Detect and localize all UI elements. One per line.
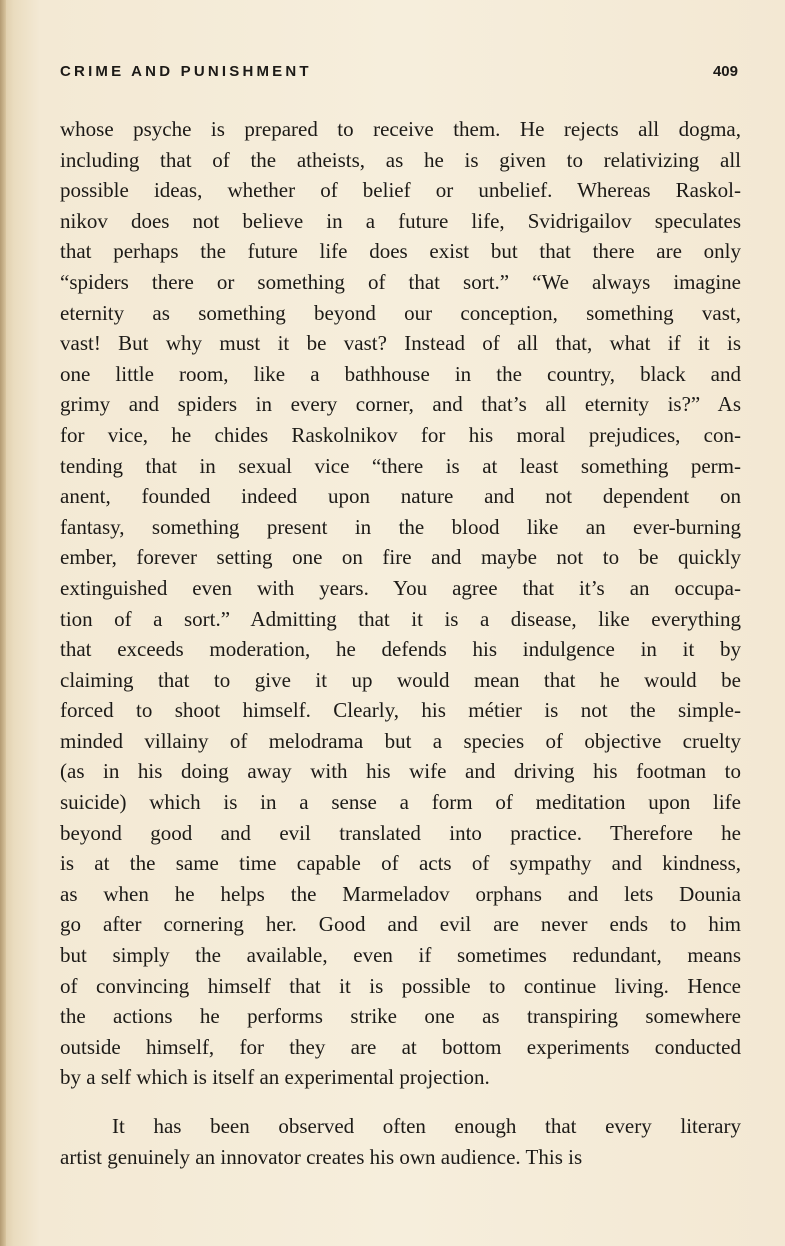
text-line: beyond good and evil translated into practice. Therefore he xyxy=(60,820,741,845)
text-line: eternity as something beyond our conception, something vast, xyxy=(60,300,741,325)
text-line: the actions he performs strike one as transpiring somewhere xyxy=(60,1004,741,1029)
running-head xyxy=(60,62,740,86)
paragraph-1 xyxy=(60,114,741,1093)
text-line: minded villainy of melodrama but a species of objective cruelty xyxy=(60,728,741,753)
page-number: 409 xyxy=(712,63,738,80)
text-line: (as in his doing away with his wife and driving his footman to xyxy=(60,759,741,784)
page-binding-edge xyxy=(0,0,6,1246)
text-line: including that of the atheists, as he is given to relativizing all xyxy=(60,147,741,172)
text-line: anent, founded indeed upon nature and not dependent on xyxy=(60,484,741,509)
text-line: outside himself, for they are at bottom experiments conducted xyxy=(60,1034,741,1059)
text-line: nikov does not believe in a future life, Svidrigailov speculates xyxy=(60,208,741,233)
text-line: whose psyche is prepared to receive them. He rejects all dogma, xyxy=(60,117,741,141)
text-line: forced to shoot himself. Clearly, his métier is not the simple- xyxy=(60,698,741,723)
text-line: by a self which is itself an experimental projection. xyxy=(60,1065,490,1090)
text-line: suicide) which is in a sense a form of meditation upon life xyxy=(60,790,741,815)
text-line: grimy and spiders in every corner, and that’s all eternity is?” As xyxy=(60,392,741,417)
text-line: vast! But why must it be vast? Instead of all that, what if it is xyxy=(60,331,741,356)
text-line: claiming that to give it up would mean that he would be xyxy=(60,667,741,692)
text-line: artist genuinely an innovator creates his own audience. This is xyxy=(60,1144,583,1169)
text-line: extinguished even with years. You agree that it’s an occupa- xyxy=(60,575,741,600)
text-line: possible ideas, whether of belief or unbelief. Whereas Raskol- xyxy=(60,178,741,203)
text-line: of convincing himself that it is possible to continue living. Hence xyxy=(60,973,741,998)
paragraph-2 xyxy=(60,1111,741,1172)
text-line: but simply the available, even if sometimes redundant, means xyxy=(60,943,741,968)
text-line: one little room, like a bathhouse in the country, black and xyxy=(60,361,741,386)
text-line: “spiders there or something of that sort.” “We always imagine xyxy=(60,269,741,294)
text-line: that exceeds moderation, he defends his indulgence in it by xyxy=(60,637,741,662)
text-line: that perhaps the future life does exist but that there are only xyxy=(60,239,741,264)
text-line: tion of a sort.” Admitting that it is a disease, like everything xyxy=(60,606,741,631)
text-line: as when he helps the Marmeladov orphans and lets Dounia xyxy=(60,881,741,906)
text-line: is at the same time capable of acts of sympathy and kindness, xyxy=(60,851,741,876)
running-title: CRIME AND PUNISHMENT xyxy=(60,63,312,80)
text-line: for vice, he chides Raskolnikov for his moral prejudices, con- xyxy=(60,422,741,447)
text-line: go after cornering her. Good and evil are never ends to him xyxy=(60,912,741,937)
text-line: It has been observed often enough that every literary xyxy=(112,1114,741,1138)
text-line: ember, forever setting one on fire and maybe not to be quickly xyxy=(60,545,741,570)
text-line: fantasy, something present in the blood like an ever-burning xyxy=(60,514,741,539)
text-line: tending that in sexual vice “there is at least something perm- xyxy=(60,453,741,478)
